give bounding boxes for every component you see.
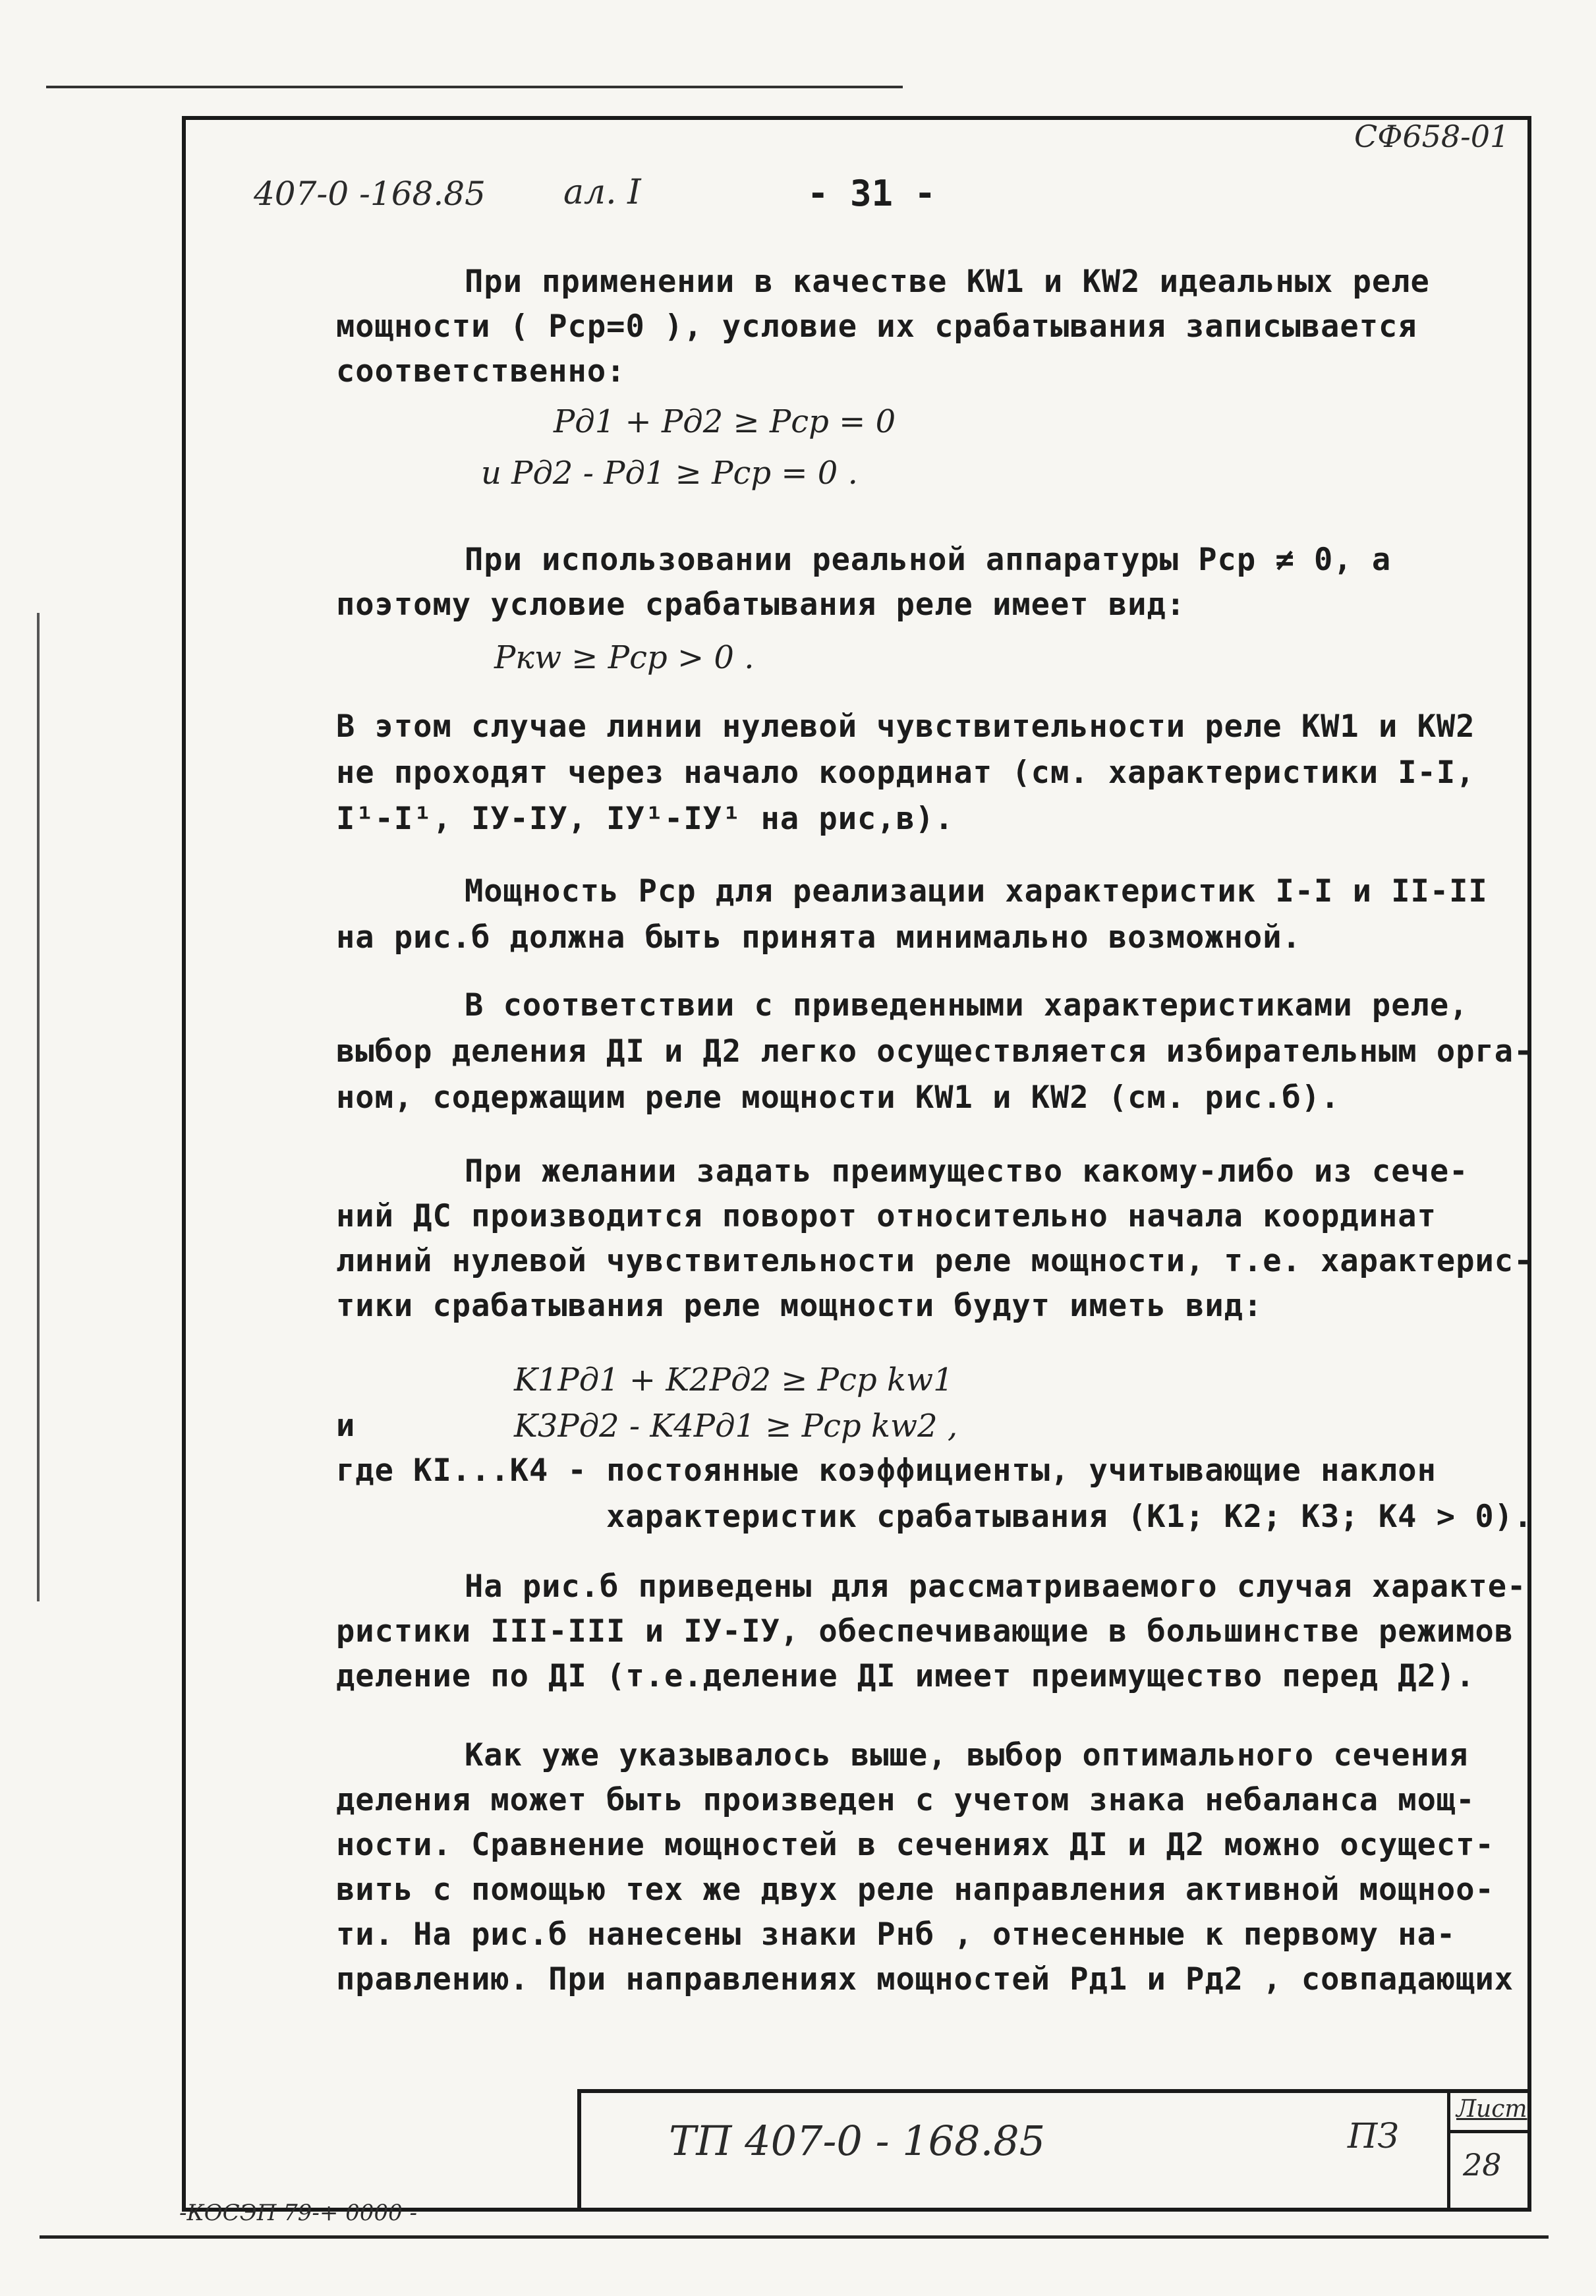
p9-line-6: правлению. При направлениях мощностей Pд1 и Pд2 , совпадающих <box>336 1961 1514 1997</box>
formula-3-line-1: K1Pд1 + K2Pд2 ≥ Pср kw1 <box>514 1362 954 1398</box>
p1-line-1: При применении в качестве KW1 и KW2 идеальных реле <box>465 264 1430 300</box>
p3-line-1: В этом случае линии нулевой чувствительности реле KW1 и KW2 <box>336 708 1475 745</box>
stamp-section: ПЗ <box>1348 2117 1399 2156</box>
p5-line-3: ном, содержащим реле мощности KW1 и KW2 (см. рис.б). <box>336 1079 1340 1116</box>
formula-2: Pкw ≥ Pср > 0 . <box>494 639 755 676</box>
p3-line-3: I¹-I¹, IУ-IУ, IУ¹-IУ¹ на рис,в). <box>336 801 954 837</box>
top-rule <box>46 86 903 88</box>
p7-line-2: характеристик срабатывания (K1; K2; K3; K4 > 0). <box>606 1499 1533 1535</box>
p6-line-3: линий нулевой чувствительности реле мощности, т.е. характерис- <box>336 1243 1533 1279</box>
p5-line-2: выбор деления ДI и Д2 легко осуществляется избирательным орга- <box>336 1033 1533 1070</box>
formula-3-and: и <box>336 1408 356 1444</box>
p6-line-2: ний ДС производится поворот относительно начала координат <box>336 1198 1437 1234</box>
bottom-rule <box>40 2235 1549 2239</box>
album-label: ал. I <box>563 173 641 212</box>
p4-line-2: на рис.б должна быть принята минимально возможной. <box>336 919 1301 956</box>
p5-line-1: В соответствии с приведенными характеристиками реле, <box>465 987 1469 1023</box>
corner-code: СФ658-01 <box>1354 119 1510 154</box>
p7-line-1: где KI...K4 - постоянные коэффициенты, учитывающие наклон <box>336 1452 1437 1489</box>
p8-line-2: ристики III-III и IУ-IУ, обеспечивающие в большинстве режимов <box>336 1613 1514 1650</box>
sheet-number: 28 <box>1463 2147 1502 2183</box>
p9-line-5: ти. На рис.б нанесены знаки Pнб , отнесенные к первому на- <box>336 1916 1456 1953</box>
formula-1-line-1: Pд1 + Pд2 ≥ Pср = 0 <box>554 403 896 440</box>
p9-line-3: ности. Сравнение мощностей в сечениях ДI и Д2 можно осущест- <box>336 1827 1495 1863</box>
formula-1-line-2: и Pд2 - Pд1 ≥ Pср = 0 . <box>481 455 858 492</box>
p1-line-3: соответственно: <box>336 353 626 389</box>
p2-line-1: При использовании реальной аппаратуры Pср ≠ 0, а <box>465 542 1392 578</box>
form-code: -КОСЭП 79-+ 0000 - <box>179 2200 418 2226</box>
p2-line-2: поэтому условие срабатывания реле имеет вид: <box>336 587 1186 623</box>
formula-3-line-2: K3Pд2 - K4Pд1 ≥ Pср kw2 , <box>514 1408 958 1445</box>
p1-line-2: мощности ( Pср=0 ), условие их срабатывания записывается <box>336 308 1417 345</box>
left-rule <box>37 613 40 1601</box>
p9-line-1: Как уже указывалось выше, выбор оптимального сечения <box>465 1737 1469 1773</box>
p4-line-1: Мощность Pср для реализации характеристик I-I и II-II <box>465 873 1488 909</box>
stamp-title: ТП 407-0 - 168.85 <box>669 2117 1046 2165</box>
p6-line-4: тики срабатывания реле мощности будут иметь вид: <box>336 1288 1263 1324</box>
p9-line-2: деления может быть произведен с учетом знака небаланса мощ- <box>336 1782 1475 1818</box>
p3-line-2: не проходят через начало координат (см. характеристики I-I, <box>336 755 1475 791</box>
doc-number: 407-0 -168.85 <box>254 175 486 213</box>
p8-line-3: деление по ДI (т.е.деление ДI имеет преимущество перед Д2). <box>336 1658 1475 1694</box>
p8-line-1: На рис.б приведены для рассматриваемого случая характе- <box>465 1568 1527 1605</box>
p9-line-4: вить с помощью тех же двух реле направления активной мощноо- <box>336 1872 1495 1908</box>
sheet-box-divider <box>1447 2130 1531 2133</box>
sheet-label: Лист <box>1456 2096 1527 2123</box>
p6-line-1: При желании задать преимущество какому-либо из сече- <box>465 1153 1469 1190</box>
page-number: - 31 - <box>807 173 936 214</box>
